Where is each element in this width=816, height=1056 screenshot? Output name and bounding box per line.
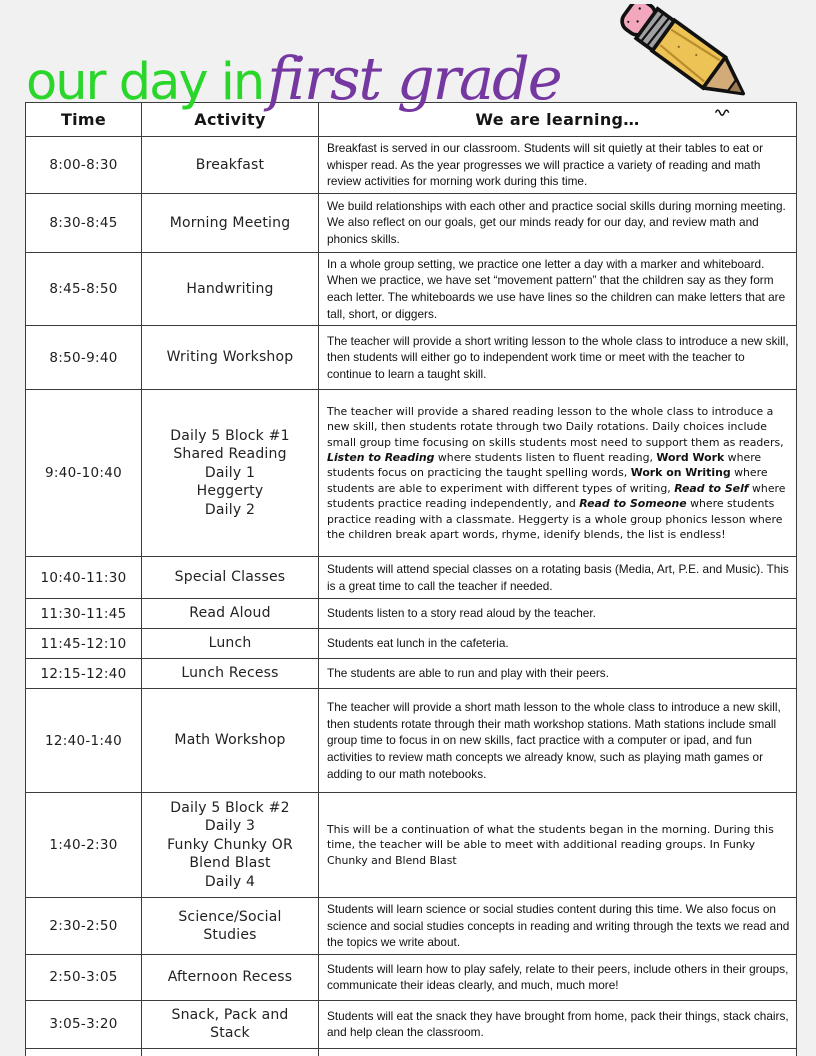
time-cell: 9:40-10:40 — [26, 390, 142, 557]
activity-cell: Daily 5 Block #1 Shared Reading Daily 1 Heggerty Daily 2 — [142, 390, 319, 557]
activity-cell: Snack, Pack and Stack — [142, 1000, 319, 1048]
artist-scribble — [716, 110, 729, 115]
activity-cell: Read Aloud — [142, 599, 319, 629]
learning-cell — [319, 1000, 797, 1048]
page-title — [26, 44, 561, 113]
time-cell: 12:15-12:40 — [26, 659, 142, 689]
learning-text-segment: Students will learn how to play safely, relate to their peers, include others in their groups, communicate their ideas clearly, and much, much more! — [327, 961, 789, 993]
learning-cell — [319, 954, 797, 1000]
time-cell: 2:30-2:50 — [26, 898, 142, 955]
learning-text-segment: We build relationships with each other and practice social skills during morning meeting. We also reflect on our goals, get our minds ready for our day, and review math and phonics skills. — [327, 198, 786, 247]
learning-text-segment: This will be a continuation of what the students began in the morning. During this time, the teacher will be able to meet with additional reading groups. In Funky Chunky and Blend Blast — [327, 823, 774, 867]
time-cell: 10:40-11:30 — [26, 557, 142, 599]
page-title-part-1: our day in — [26, 53, 264, 112]
learning-text-segment: where students focus on practicing the taught spelling words, — [327, 451, 762, 480]
learning-text-segment: Listen to Reading — [327, 451, 435, 465]
col-header-learning: We are learning… — [319, 103, 797, 137]
learning-text-segment: where students practice reading independently, and — [327, 481, 786, 511]
time-cell: 3:05-3:20 — [26, 1000, 142, 1048]
time-cell: 11:30-11:45 — [26, 599, 142, 629]
learning-text-segment: where students are able to experiment with different types of writing, — [327, 466, 768, 495]
learning-text-segment: The students are able to run and play with their peers. — [327, 666, 609, 681]
learning-text-segment: Breakfast is served in our classroom. Students will sit quietly at their tables to eat or whisper read. As the year progresses we will practice a variety of reading and math review activities for morning work during this time. — [327, 141, 764, 189]
table-row — [26, 898, 797, 955]
col-header-time: Time — [26, 103, 142, 137]
schedule-table-body — [26, 137, 797, 1056]
activity-cell: Afternoon Recess — [142, 954, 319, 1000]
table-row — [26, 193, 797, 252]
learning-cell — [319, 390, 797, 557]
table-row — [26, 137, 797, 194]
learning-text-segment: In a whole group setting, we practice one letter a day with a marker and whiteboard. When we practice, we have set “movement pattern” that the children say as they form each letter. The whiteboards we use have lines so the children can make letters that are tall, short, or diggers. — [327, 256, 786, 321]
pencil-icon — [606, 4, 774, 122]
activity-cell: Lunch Recess — [142, 659, 319, 689]
table-row — [26, 689, 797, 793]
learning-cell — [319, 193, 797, 252]
learning-cell — [319, 898, 797, 955]
time-cell: 11:45-12:10 — [26, 629, 142, 659]
time-cell: 8:50-9:40 — [26, 326, 142, 390]
table-row — [26, 954, 797, 1000]
table-row — [26, 252, 797, 325]
table-row — [26, 390, 797, 557]
activity-cell: Daily 5 Block #2 Daily 3 Funky Chunky OR Blend Blast Daily 4 — [142, 793, 319, 898]
learning-cell — [319, 557, 797, 599]
learning-text-segment: Students will attend special classes on a rotating basis (Media, Art, P.E. and Music). This is a great time to call the teacher if needed. — [327, 562, 789, 593]
col-header-activity: Activity — [142, 103, 319, 137]
activity-cell: Writing Workshop — [142, 326, 319, 390]
learning-text-segment: Word Work — [656, 451, 725, 465]
learning-cell — [319, 326, 797, 390]
activity-cell: Handwriting — [142, 252, 319, 325]
activity-cell: Science/Social Studies — [142, 898, 319, 955]
learning-text-segment: Work on Writing — [630, 466, 731, 480]
activity-cell: Special Classes — [142, 557, 319, 599]
learning-text-segment: Students listen to a story read aloud by the teacher. — [327, 606, 596, 621]
empty-cell — [142, 1048, 319, 1056]
time-cell: 2:50-3:05 — [26, 954, 142, 1000]
table-row — [26, 1000, 797, 1048]
schedule-table — [25, 102, 797, 1056]
page-title-part-2: first grade — [267, 44, 561, 113]
table-row — [26, 629, 797, 659]
empty-cell — [319, 1048, 797, 1056]
time-cell: 8:00-8:30 — [26, 137, 142, 194]
learning-text-segment: Read to Someone — [579, 497, 687, 511]
learning-text-segment: The teacher will provide a short math lesson to the whole class to introduce a new skill, then students rotate through their math workshop stations. Math stations include small group time to focus in on new skills, fact practice with a computer or ipad, and fun activities to review math concepts we already know, such as playing math games or adding to our math notebooks. — [327, 700, 781, 781]
table-row — [26, 326, 797, 390]
time-cell: 8:45-8:50 — [26, 252, 142, 325]
learning-text-segment: The teacher will provide a shared reading lesson to the whole class to introduce a new skill, then students rotate through two Daily rotations. Daily choices include small group time focusing on skills students most need to support them as readers, — [327, 404, 784, 449]
empty-cell — [26, 1048, 142, 1056]
table-row — [26, 557, 797, 599]
learning-text-segment: where students listen to fluent reading, — [434, 451, 657, 465]
activity-cell: Breakfast — [142, 137, 319, 194]
table-row — [26, 659, 797, 689]
learning-cell — [319, 793, 797, 898]
table-row — [26, 793, 797, 898]
learning-cell — [319, 137, 797, 194]
learning-cell — [319, 659, 797, 689]
learning-cell — [319, 629, 797, 659]
learning-text-segment: The teacher will provide a short writing lesson to the whole class to introduce a new skill, then students will either go to independent work time or meet with the teacher to continue to learn a taught skill. — [327, 333, 789, 381]
activity-cell: Morning Meeting — [142, 193, 319, 252]
table-row — [26, 599, 797, 629]
activity-cell: Lunch — [142, 629, 319, 659]
learning-text-segment: where students practice reading with a classmate. Heggerty is a whole group phonics lesson where the children break apart words, rhyme, idenify blends, the list is endless! — [327, 497, 783, 542]
learning-cell — [319, 689, 797, 793]
time-cell: 8:30-8:45 — [26, 193, 142, 252]
table-row-clipped — [26, 1048, 797, 1056]
learning-cell — [319, 599, 797, 629]
time-cell: 1:40-2:30 — [26, 793, 142, 898]
time-cell: 12:40-1:40 — [26, 689, 142, 793]
learning-text-segment: Students will eat the snack they have brought from home, pack their things, stack chairs, and help clean the classroom. — [327, 1008, 789, 1040]
learning-cell — [319, 252, 797, 325]
learning-text-segment: Read to Self — [674, 481, 749, 495]
learning-text-segment: Students eat lunch in the cafeteria. — [327, 636, 509, 651]
activity-cell: Math Workshop — [142, 689, 319, 793]
learning-text-segment: Students will learn science or social studies content during this time. We also focus on science and social studies concepts in reading and writing through the texts we read and the topics we write about. — [327, 902, 790, 950]
